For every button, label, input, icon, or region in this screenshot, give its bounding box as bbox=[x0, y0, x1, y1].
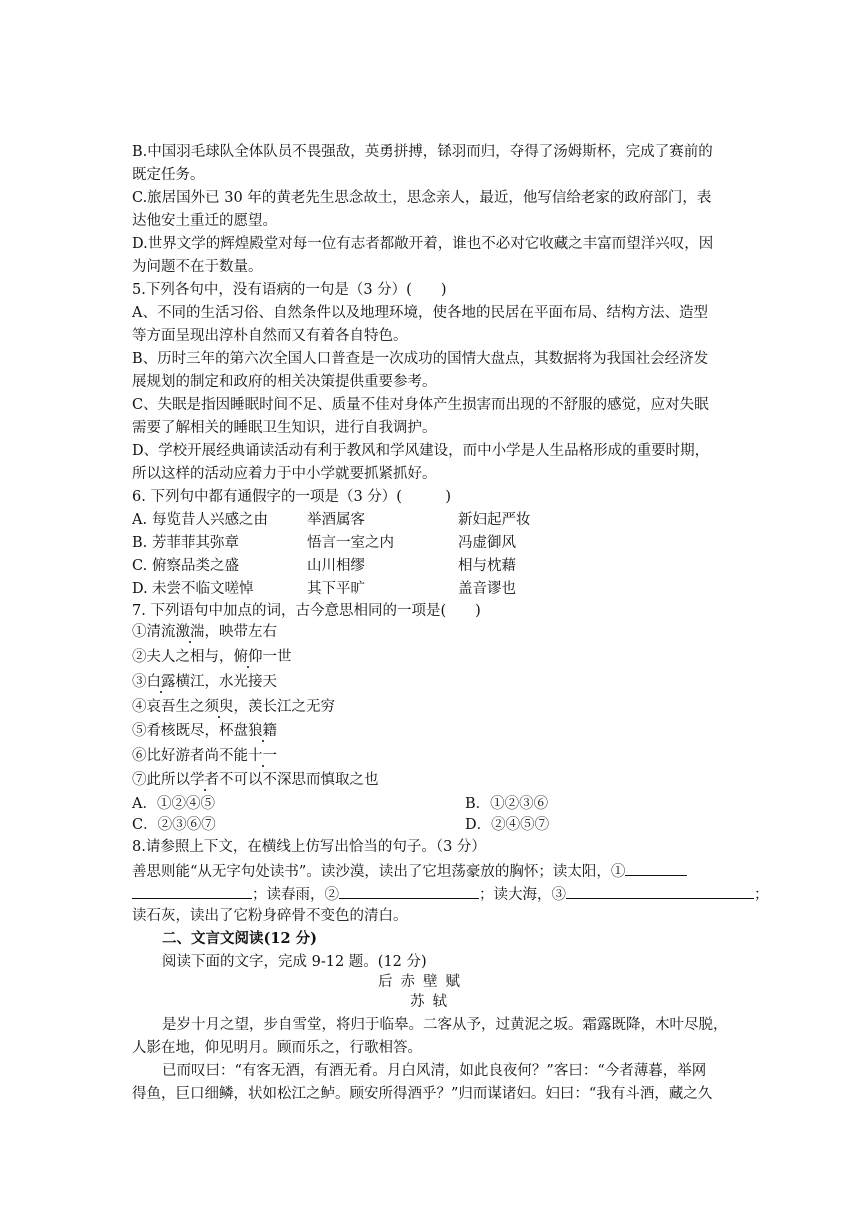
q6-option-d-col1: 未尝不临文嗟悼 bbox=[152, 581, 254, 597]
q7-option-b: B．①②③⑥ bbox=[465, 796, 549, 812]
q5-option-d-line2: 所以这样的活动应着力于中小学就要抓紧抓好。 bbox=[132, 466, 437, 482]
q6-option-b-col1: 芳菲菲其弥章 bbox=[152, 535, 239, 551]
q8-blank-1a[interactable] bbox=[625, 860, 687, 876]
q5-option-a-line2: 等方面呈现出淳朴自然而又有着各自特色。 bbox=[132, 328, 408, 344]
passage-para1-line1: 是岁十月之望，步自雪堂，将归于临皋。二客从予，过黄泥之坂。霜露既降，木叶尽脱， bbox=[162, 1017, 728, 1033]
q7-item-2: ②夫人之相与，俯仰一世 bbox=[132, 649, 292, 665]
q6-stem: 6. 下列句中都有通假字的一项是（3 分）( ) bbox=[132, 489, 452, 505]
q6-option-d-col2: 其下平旷 bbox=[307, 581, 365, 597]
q7-option-d: D．②④⑤⑦ bbox=[465, 817, 550, 833]
q6-option-a-col3: 新妇起严妆 bbox=[458, 512, 531, 528]
q8-stem: 8.请参照上下文，在横线上仿写出恰当的句子。（3 分） bbox=[132, 839, 486, 855]
q4-option-d-line2: 为问题不在于数量。 bbox=[132, 259, 263, 275]
passage-para2-line1: 已而叹曰：“有客无酒，有酒无肴。月白风清，如此良夜何？”客曰：“今者薄暮，举网 bbox=[162, 1063, 707, 1079]
q6-option-b-label: B. bbox=[132, 535, 148, 551]
passage-para1-line2: 人影在地，仰见明月。顾而乐之，行歌相答。 bbox=[132, 1040, 422, 1056]
q4-option-c-line1: C.旅居国外已 30 年的黄老先生思念故土，思念亲人，最近，他写信给老家的政府部门，表 bbox=[132, 190, 712, 206]
q6-option-b-col3: 冯虚御风 bbox=[458, 535, 516, 551]
q6-option-a-label: A. bbox=[132, 512, 148, 528]
q8-line1: 善思则能“从无字句处读书”。读沙漠，读出了它坦荡豪放的胸怀；读太阳，① bbox=[132, 860, 687, 882]
q4-option-b-line1: B.中国羽毛球队全体队员不畏强敌，英勇拼搏，铩羽而归，夺得了汤姆斯杯，完成了赛前的 bbox=[132, 144, 713, 160]
q7-stem: 7. 下列语句中加点的词，古今意思相同的一项是( ) bbox=[132, 603, 481, 619]
q8-line2: ；读春雨，② ；读大海，③ ； bbox=[132, 883, 769, 905]
q6-option-c-col3: 相与枕藉 bbox=[458, 558, 516, 574]
q6-option-d-label: D. bbox=[132, 581, 148, 597]
q4-option-d-line1: D.世界文学的辉煌殿堂对每一位有志者都敞开着，谁也不必对它收藏之丰富而望洋兴叹，因 bbox=[132, 236, 714, 252]
passage-para2-line2: 得鱼，巨口细鳞，状如松江之鲈。顾安所得酒乎？”归而谋诸妇。妇曰：“我有斗酒，藏之久 bbox=[132, 1086, 713, 1102]
q5-option-a-line1: A、不同的生活习俗、自然条件以及地理环境，使各地的民居在平面布局、结构方法、造型 bbox=[132, 305, 708, 321]
q5-option-c-line1: C、失眠是指因睡眠时间不足、质量不佳对身体产生损害而出现的不舒服的感觉，应对失眠 bbox=[132, 397, 709, 413]
q6-option-c-col2: 山川相缪 bbox=[307, 558, 365, 574]
q7-item-4: ④哀吾生之须臾，羡长江之无穷 bbox=[132, 699, 335, 715]
q7-item-3: ③白露横江，水光接天 bbox=[132, 674, 277, 690]
q5-option-b-line2: 展规划的制定和政府的相关决策提供重要参考。 bbox=[132, 374, 437, 390]
q6-option-b-col2: 悟言一室之内 bbox=[307, 535, 394, 551]
q6-option-a-col2: 举酒属客 bbox=[307, 512, 365, 528]
q8-blank-2[interactable] bbox=[339, 883, 479, 899]
q5-stem: 5.下列各句中，没有语病的一句是（3 分）( ) bbox=[132, 282, 447, 298]
q6-option-c-label: C. bbox=[132, 558, 148, 574]
passage-title: 后赤壁赋 bbox=[378, 974, 468, 990]
q4-option-c-line2: 达他安土重迁的愿望。 bbox=[132, 213, 277, 229]
q8-line3: 读石灰，读出了它粉身碎骨不变色的清白。 bbox=[132, 908, 408, 924]
q7-item-1: ①清流激湍，映带左右 bbox=[132, 624, 277, 640]
q5-option-d-line1: D、学校开展经典诵读活动有利于教风和学风建设，而中小学是人生品格形成的重要时期， bbox=[132, 443, 710, 459]
q5-option-b-line1: B、历时三年的第六次全国人口普查是一次成功的国情大盘点，其数据将为我国社会经济发 bbox=[132, 351, 709, 367]
q8-blank-1b[interactable] bbox=[132, 883, 252, 899]
q7-option-a: A．①②④⑤ bbox=[132, 796, 215, 812]
q7-item-6: ⑥比好游者尚不能十一 bbox=[132, 748, 277, 764]
q6-option-d-col3: 盖音谬也 bbox=[458, 581, 516, 597]
q4-option-b-line2: 既定任务。 bbox=[132, 167, 205, 183]
q7-item-7: ⑦此所以学者不可以不深思而慎取之也 bbox=[132, 772, 379, 788]
q5-option-c-line2: 需要了解相关的睡眠卫生知识，进行自我调护。 bbox=[132, 420, 437, 436]
section-2-heading: 二、文言文阅读(12 分) bbox=[162, 930, 317, 947]
q8-blank-3[interactable] bbox=[566, 883, 754, 899]
q7-item-5: ⑤肴核既尽，杯盘狼籍 bbox=[132, 723, 277, 739]
q6-option-c-col1: 俯察品类之盛 bbox=[152, 558, 239, 574]
q7-option-c: C．②③⑥⑦ bbox=[132, 817, 216, 833]
passage-author: 苏轼 bbox=[410, 994, 455, 1010]
section-2-instructions: 阅读下面的文字，完成 9-12 题。(12 分) bbox=[162, 954, 427, 970]
q6-option-a-col1: 每览昔人兴感之由 bbox=[152, 512, 268, 528]
